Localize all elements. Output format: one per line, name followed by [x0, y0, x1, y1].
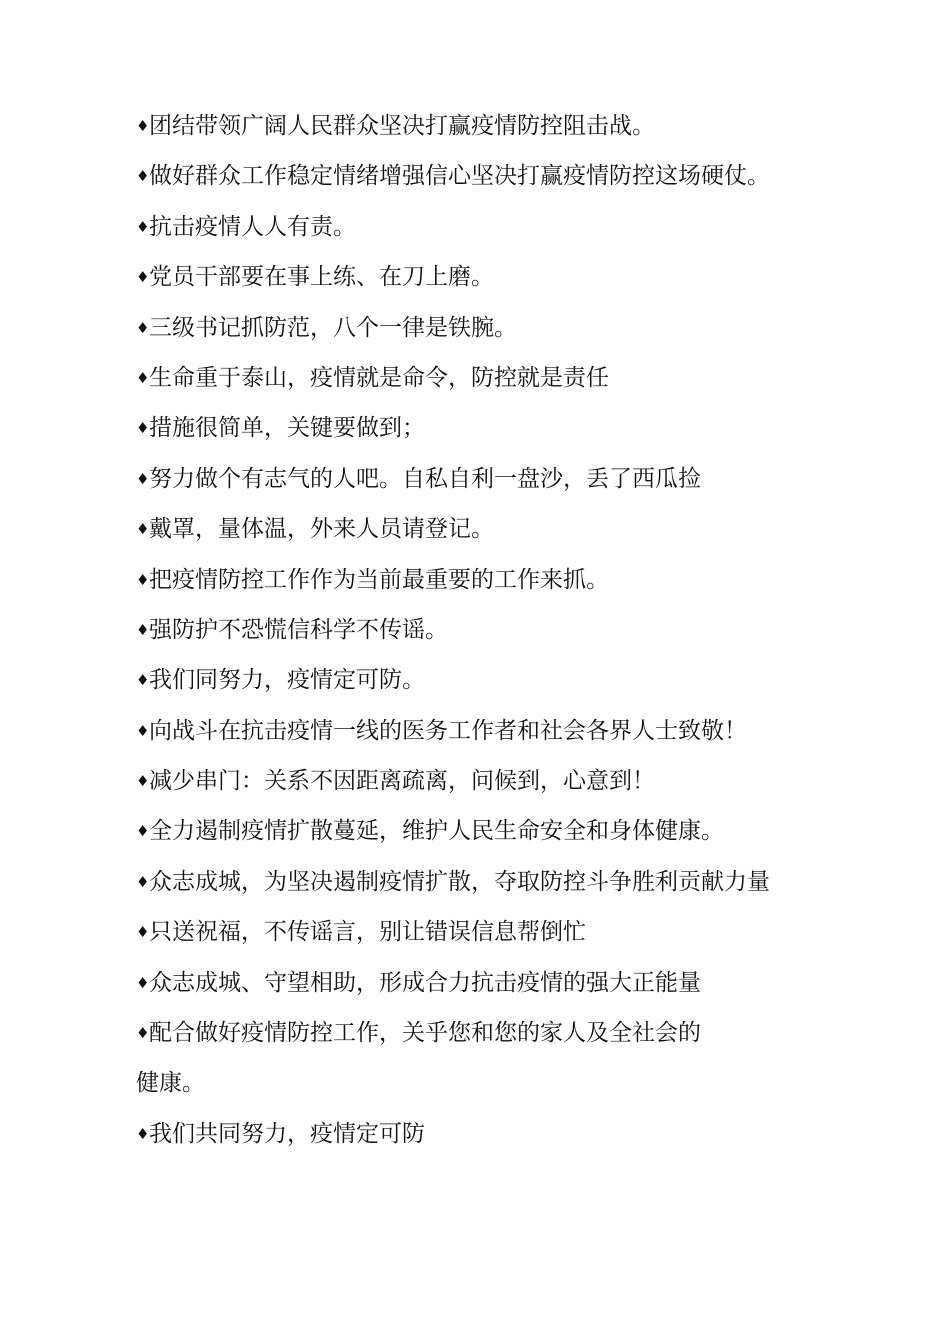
diamond-bullet-icon: ♦ [136, 520, 150, 539]
bullet-item-text: 众志成城、守望相助，形成合力抗击疫情的强大正能量 [149, 969, 701, 996]
bullet-item [136, 819, 836, 844]
diamond-bullet-icon: ♦ [136, 217, 150, 236]
bullet-item-text: 措施很简单，关键要做到； [149, 415, 425, 442]
bullet-item [136, 769, 836, 794]
bullet-item-text: 我们共同努力，疫情定可防 [149, 1120, 425, 1147]
bullet-item [136, 517, 836, 542]
bullet-item [136, 1122, 836, 1147]
diamond-bullet-icon: ♦ [136, 671, 150, 690]
diamond-bullet-icon: ♦ [136, 1124, 150, 1143]
diamond-bullet-icon: ♦ [136, 772, 150, 791]
diamond-bullet-icon: ♦ [136, 368, 150, 387]
bullet-item-text: 减少串门：关系不因距离疏离，问候到，心意到！ [149, 768, 655, 795]
bullet-item [136, 215, 836, 240]
bullet-item-text: 配合做好疫情防控工作，关乎您和您的家人及全社会的 [149, 1020, 701, 1047]
bullet-item [136, 920, 836, 945]
bullet-item-text: 生命重于泰山，疫情就是命令，防控就是责任 [149, 364, 609, 391]
bullet-item [136, 114, 836, 139]
diamond-bullet-icon: ♦ [136, 721, 150, 740]
document-body [136, 114, 836, 1172]
bullet-item-text: 三级书记抓防范，八个一律是铁腕。 [149, 314, 517, 341]
bullet-item [136, 870, 836, 895]
bullet-item [136, 568, 836, 593]
diamond-bullet-icon: ♦ [136, 822, 150, 841]
bullet-item [136, 416, 836, 441]
bullet-item [136, 971, 836, 996]
bullet-item-text: 众志成城，为坚决遏制疫情扩散，夺取防控斗争胜利贡献力量 [149, 868, 770, 895]
bullet-item-text: 我们同努力，疫情定可防。 [149, 667, 425, 694]
bullet-item-text: 强防护不恐慌信科学不传谣。 [149, 616, 448, 643]
diamond-bullet-icon: ♦ [136, 570, 150, 589]
diamond-bullet-icon: ♦ [136, 923, 150, 942]
bullet-item [136, 467, 836, 492]
bullet-item-text: 只送祝福，不传谣言，别让错误信息帮倒忙 [149, 919, 586, 946]
bullet-item-text: 团结带领广阔人民群众坚决打赢疫情防控阻击战。 [149, 113, 655, 139]
bullet-item-text: 抗击疫情人人有责。 [149, 213, 356, 240]
diamond-bullet-icon: ♦ [136, 318, 150, 337]
diamond-bullet-icon: ♦ [136, 117, 150, 135]
bullet-item [136, 265, 836, 290]
diamond-bullet-icon: ♦ [136, 872, 150, 891]
bullet-item-text: 全力遏制疫情扩散蔓延，维护人民生命安全和身体健康。 [149, 818, 724, 845]
bullet-item [136, 316, 836, 341]
bullet-item-text: 健康。 [136, 1070, 205, 1097]
bullet-item-text: 向战斗在抗击疫情一线的医务工作者和社会各界人士致敬！ [149, 717, 747, 744]
bullet-item [136, 366, 836, 391]
bullet-item-continuation [136, 1071, 836, 1096]
diamond-bullet-icon: ♦ [136, 1024, 150, 1043]
bullet-item-text: 戴罩，量体温，外来人员请登记。 [149, 516, 494, 543]
diamond-bullet-icon: ♦ [136, 469, 150, 488]
diamond-bullet-icon: ♦ [136, 973, 150, 992]
bullet-item [136, 618, 836, 643]
bullet-item-text: 做好群众工作稳定情绪增强信心坚决打赢疫情防控这场硬仗。 [149, 163, 770, 190]
diamond-bullet-icon: ♦ [136, 419, 150, 438]
bullet-item [136, 1021, 836, 1046]
diamond-bullet-icon: ♦ [136, 620, 150, 639]
diamond-bullet-icon: ♦ [136, 268, 150, 287]
diamond-bullet-icon: ♦ [136, 167, 150, 186]
bullet-item-text: 党员干部要在事上练、在刀上磨。 [149, 264, 494, 291]
bullet-item [136, 164, 836, 189]
bullet-item [136, 668, 836, 693]
bullet-item-text: 把疫情防控工作作为当前最重要的工作来抓。 [149, 566, 609, 593]
bullet-item [136, 719, 836, 744]
bullet-item-text: 努力做个有志气的人吧。自私自利一盘沙，丢了西瓜捡 [149, 465, 701, 492]
